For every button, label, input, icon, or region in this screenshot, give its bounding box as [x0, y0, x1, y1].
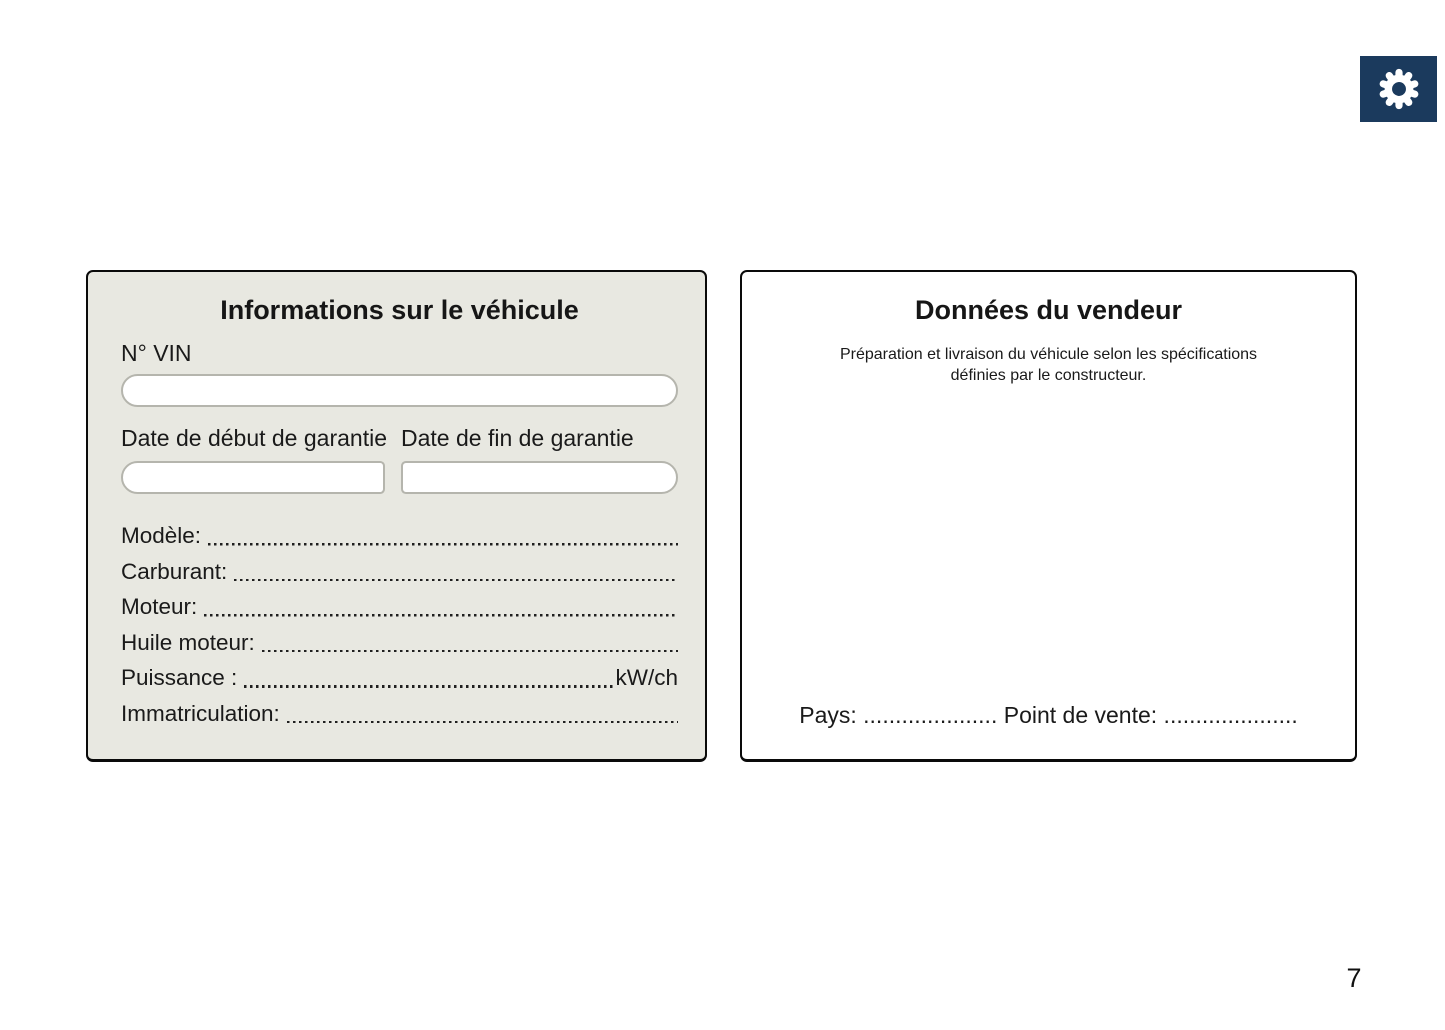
field-label: Modèle:	[121, 523, 202, 548]
vendor-description: Préparation et livraison du véhicule selon les spécifications définies par le constructeur.	[839, 346, 1258, 384]
warranty-start-input[interactable]	[121, 461, 385, 494]
field-label: Huile moteur:	[121, 629, 255, 655]
vehicle-info-title: Informations sur le véhicule	[220, 295, 579, 325]
dotted-leader	[287, 720, 678, 723]
field-label: Puissance :	[121, 665, 238, 690]
dotted-leader	[234, 578, 678, 581]
field-row-power	[121, 660, 678, 696]
field-row-engine-oil	[121, 625, 678, 661]
vendor-title: Données du vendeur	[914, 295, 1183, 325]
vin-label: N° VIN	[121, 340, 192, 366]
vehicle-fields	[121, 518, 678, 731]
field-row-engine	[121, 589, 678, 625]
field-label: Moteur:	[121, 594, 198, 619]
field-row-registration	[121, 696, 678, 732]
field-row-model	[121, 518, 678, 554]
dotted-leader	[262, 649, 678, 652]
warranty-start-label: Date de début de garantie	[121, 425, 387, 451]
settings-badge	[1360, 56, 1437, 122]
vin-input[interactable]	[121, 374, 678, 407]
page-number: 7	[1346, 963, 1362, 993]
warranty-end-input[interactable]	[401, 461, 678, 494]
gear-icon	[1375, 65, 1423, 113]
field-row-fuel	[121, 554, 678, 590]
field-label: Immatriculation:	[121, 700, 280, 726]
field-label: Carburant:	[121, 558, 228, 584]
dotted-leader	[244, 685, 615, 688]
vehicle-info-card	[86, 270, 707, 762]
warranty-end-label: Date de fin de garantie	[401, 425, 634, 451]
dotted-leader	[204, 614, 678, 617]
vendor-card	[740, 270, 1357, 762]
warranty-date-inputs	[121, 461, 678, 494]
warranty-date-labels	[121, 425, 678, 451]
field-suffix: kW/ch	[615, 665, 678, 690]
dotted-leader	[208, 543, 678, 546]
vendor-footer-line: Pays: ..................... Point de vente: .....................	[799, 702, 1298, 728]
